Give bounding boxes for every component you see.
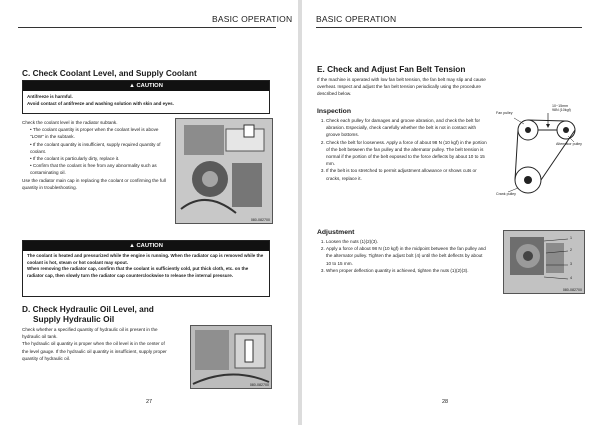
hydraulic-tank-photo [190,325,272,389]
callout-2: 2 [570,248,572,252]
hydraulic-paragraph: The hydraulic oil quantity is proper when the oil level is in the center of the level gauge. If the hydraulic oil quantity is insufficient, supply proper quantity of hydraulic oil. [22,341,167,361]
hydraulic-paragraph: Check whether a specified quantity of hydraulic oil is present in the hydraulic oil tank. [22,327,158,340]
list-item: 3. When proper deflection quantity is achieved, tighten the nuts (1)(2)(3). [326,267,487,274]
fan-belt-diagram [496,104,588,200]
section-c-text [22,119,172,191]
alternator-pulley-label: Alternator pulley [556,142,582,146]
page-number: 28 [442,399,449,405]
list-item: 1. Loosen the nuts (1)(2)(3). [326,238,487,245]
photo-code: 080-082700 [249,383,269,387]
deflection-label: 10~15mm [552,104,569,108]
right-header-rule [316,27,582,28]
left-running-header: BASIC OPERATION [212,14,293,24]
fan-pulley-label: Fan pulley [496,111,513,115]
left-header-rule [18,27,276,28]
list-item: 2. Check the belt for looseness. Apply a force of about 98 N (10 kgf) in the portion of the belt between the fan pulley and the alternator pulley. The belt tension is normal if the portion of the belt exposed to the force deflects by about 10 to 15 mm. [326,139,489,168]
section-d-title [22,304,272,324]
photo-code: 080-082700 [562,288,582,292]
callout-4: 4 [570,276,572,280]
caution-label: CAUTION [136,83,163,89]
fan-belt-intro: If the machine is operated with low fan belt tension, the fan belt may slip and cause overheat. Inspect and adjust the fan belt tension periodically using the procedure described below. [317,77,486,97]
caution-box-antifreeze [22,80,270,114]
warning-triangle-icon: ▲ [129,83,137,89]
callout-3: 3 [570,262,572,266]
caution-line: The coolant is heated and pressurized while the engine is running. When the radiator cap is removed while the coolant is hot, steam or hot coolant may spout. [27,253,264,265]
section-d-title-line: D. Check Hydraulic Oil Level, and [22,304,154,314]
coolant-outro: Use the radiator main cap in replacing the coolant or confirming the full quantity in troubleshooting. [22,177,166,190]
list-item: 3. If the belt is too stretched to permit adjustment allowance or shows cuts or cracks, replace it. [326,167,489,181]
caution-label: CAUTION [136,243,163,249]
list-item: • Confirm that the coolant is free from any abnormality such as contaminating oil. [30,162,172,176]
force-label: 98N (10kgf) [552,108,571,112]
page-number: 27 [146,399,153,405]
belt-diagram-svg [498,108,588,200]
caution-bar [23,241,269,251]
right-page [302,0,600,425]
list-item: 2. Apply a force of about 98 N (10 kgf) in the midpoint between the fan pulley and the alternator pulley. Tighten the adjust bolt (4) until the belt deflects by about 10 to 15 mm. [326,245,487,267]
callout-1: 1 [570,236,572,240]
caution-box-hot-coolant [22,240,270,297]
inspection-title: Inspection [317,108,351,115]
adjustment-steps [317,238,487,274]
adjustment-title: Adjustment [317,229,355,236]
section-c-title: C. Check Coolant Level, and Supply Coolant [22,68,197,78]
left-page [0,0,298,425]
section-d-title-line: Supply Hydraulic Oil [33,314,115,324]
caution-line: Avoid contact of antifreeze and washing solution with skin and eyes. [27,101,174,106]
caution-line: When removing the radiator cap, confirm that the coolant is sufficiently cold, put thick cloth, etc. on the radiator cap, then slowly turn the radiator cap counterclockwise to release the internal pressure. [27,266,249,279]
section-e-title: E. Check and Adjust Fan Belt Tension [317,64,466,74]
radiator-photo [175,118,273,224]
caution-bar [23,81,269,91]
section-d-text [22,326,172,362]
coolant-intro: Check the coolant level in the radiator subtank. [22,120,118,125]
caution-line: Antifreeze is harmful. [27,94,73,99]
alternator-photo [503,230,585,294]
inspection-steps [317,117,489,182]
list-item: • If the coolant is particularly dirty, replace it. [30,155,172,162]
photo-code: 080-082700 [250,218,270,222]
list-item: 1. Check each pulley for damages and groove abrasion, and check the belt for abrasion. Especially, check carefully whether the belt is not in contact with groove bottoms. [326,117,489,139]
right-running-header: BASIC OPERATION [316,14,397,24]
crank-pulley-label: Crank pulley [496,192,516,196]
warning-triangle-icon: ▲ [129,243,137,249]
list-item: • If the coolant quantity is insufficient, supply required quantity of coolant. [30,141,172,155]
list-item: • The coolant quantity is proper when the coolant level is above "LOW" in the subtank. [30,126,172,140]
